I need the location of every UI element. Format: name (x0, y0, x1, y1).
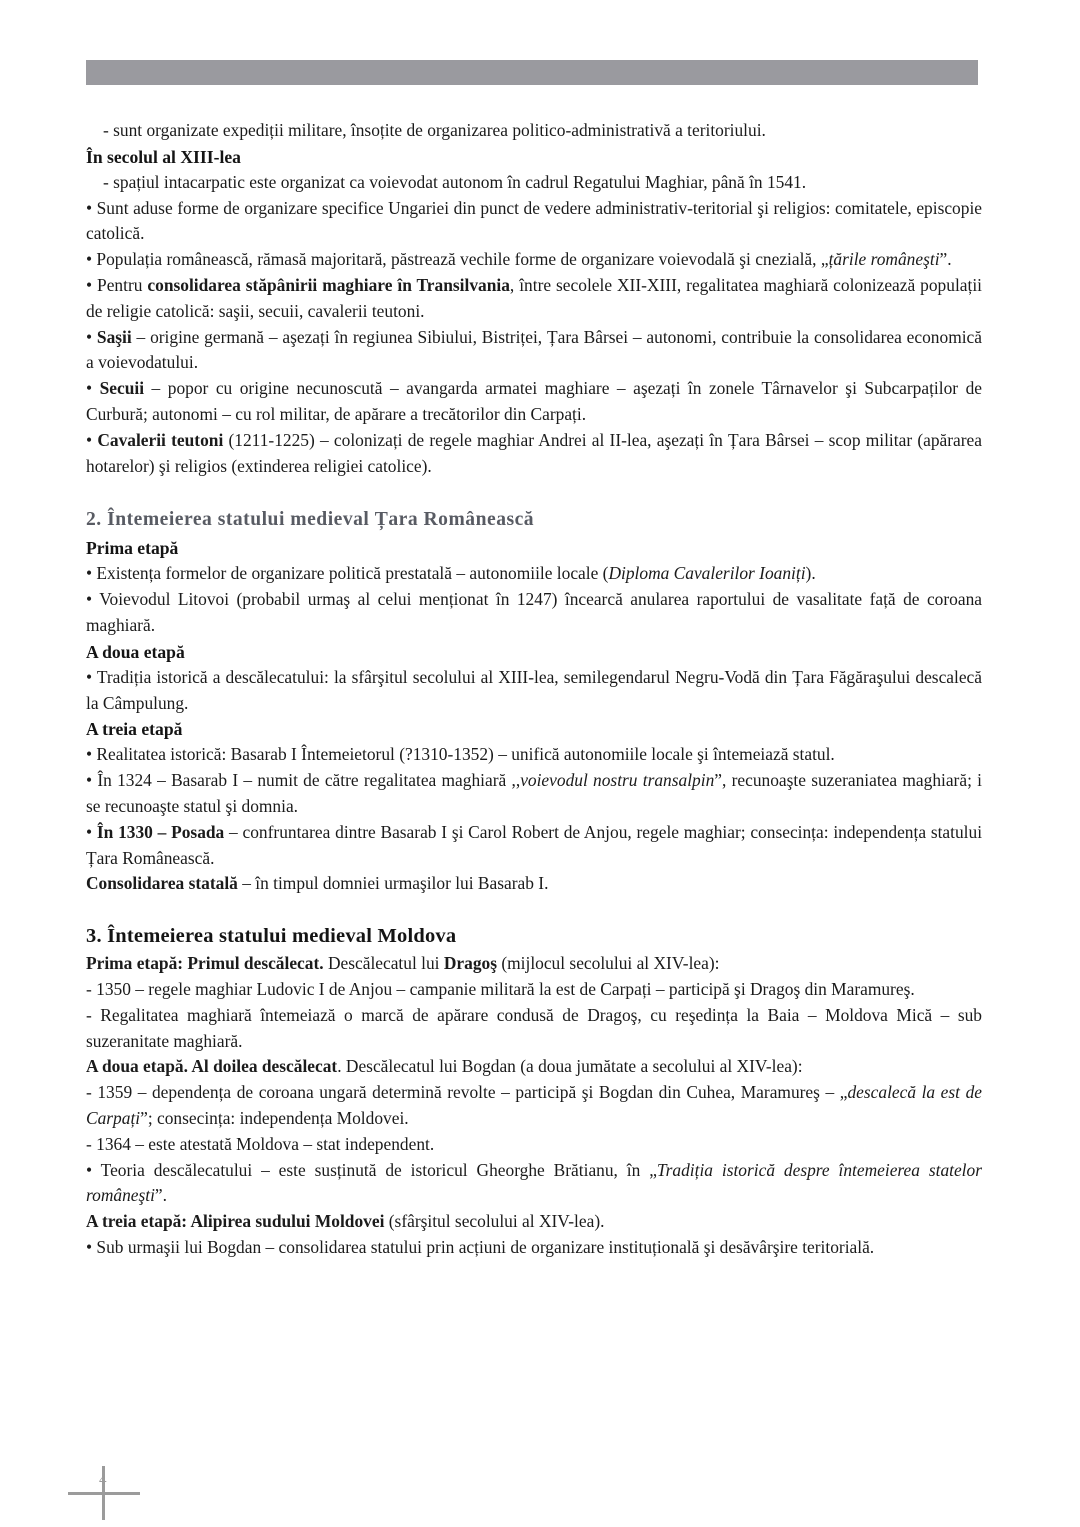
paragraph-text: • Realitatea istorică: Basarab I Întemeietorul (?1310-1352) – unifică autonomiile locale şi întemeiază statul. (86, 744, 835, 765)
paragraph-text: - 1350 – regele maghiar Ludovic I de Anjou – campanie militară la est de Carpați – participă şi Dragoş din Maramureş. (86, 978, 915, 999)
paragraph-expeditii (86, 118, 982, 144)
bullet-marker: • (86, 821, 97, 842)
paragraph-text-tail: ”. (154, 1185, 167, 1206)
paragraph-text: • Pentru (86, 274, 148, 295)
paragraph-text-tail: ). (805, 563, 816, 584)
paragraph-regalitatea-marca (86, 1003, 982, 1055)
heading-prima-etapa-tr (86, 535, 982, 561)
paragraph-a-doua-etapa-md (86, 1054, 982, 1080)
heading-secolul-xiii (86, 144, 982, 170)
paragraph-text: • În 1324 – Basarab I – numit de către regalitatea maghiară ,, (86, 770, 521, 791)
paragraph-1350 (86, 977, 982, 1003)
bold-a-treia-etapa-alipirea: A treia etapă: Alipirea sudului Moldovei (86, 1211, 385, 1232)
paragraph-realitatea-istorica (86, 742, 982, 768)
italic-traditia-istorica: Tradiția istorică despre întemeierea statelor româneşti (86, 1159, 982, 1206)
paragraph-text-tail: , între secolele XII-XIII, regalitatea maghiară colonizează populații de religie catolică: saşii, secuii, cavalerii teutoni. (86, 274, 982, 321)
bullet-marker: • (86, 326, 97, 347)
paragraph-existenta-formelor (86, 561, 982, 587)
paragraph-text: • Existența formelor de organizare politică prestatală – autonomiile locale ( (86, 563, 609, 584)
paragraph-1364 (86, 1132, 982, 1158)
italic-tarile-romanesti: țările româneşti (828, 249, 940, 270)
section-spacer (86, 479, 982, 505)
bold-sasii: Saşii (96, 326, 132, 347)
paragraph-text-tail: ”; consecința: independența Moldovei. (140, 1107, 409, 1128)
paragraph-text-tail: – confruntarea dintre Basarab I şi Carol Robert de Anjou, regele maghiar; consecința: independența statului Țara Românească. (86, 821, 983, 868)
italic-voievodul-transalpin: voievodul nostru transalpin (520, 770, 715, 791)
paragraph-text: • Teoria descălecatului – este susținută de istoricul Gheorghe Brătianu, în „ (86, 1159, 657, 1180)
bold-a-doua-etapa-al-doilea-descalecat: A doua etapă. Al doilea descălecat (86, 1056, 338, 1077)
paragraph-text: • Voievodul Litovoi (probabil urmaş al celui menționat în 1247) încearcă anularea raportului de vasalitate față de coroana maghiară. (86, 589, 982, 635)
paragraph-populatia-romaneasca (86, 247, 982, 273)
heading-text: A doua etapă (86, 641, 185, 662)
paragraph-text-tail: ”. (939, 249, 952, 270)
paragraph-text-tail: (sfârşitul secolului al XIV-lea). (384, 1211, 605, 1232)
heading-section-2 (86, 505, 982, 535)
bold-dragos: Dragoş (443, 953, 497, 974)
paragraph-text-tail: – origine germană – aşezați în regiunea Sibiului, Bistriței, Țara Bârsei – autonomi, contribuie la consolidarea economică a voievodatului. (86, 326, 982, 373)
paragraph-text-tail: . Descălecatul lui Bogdan (a doua jumătate a secolului al XIV-lea): (337, 1056, 803, 1077)
heading-a-treia-etapa-tr (86, 716, 982, 742)
bold-cavalerii-teutoni: Cavalerii teutoni (97, 429, 224, 450)
page-number: 4 (99, 1472, 107, 1488)
bold-consolidarea-stapanirii: consolidarea stăpânirii maghiare în Transilvania (147, 274, 510, 295)
paragraph-secuii (86, 376, 982, 428)
heading-text: A treia etapă (86, 719, 183, 740)
paragraph-text-tail: – popor cu origine necunoscută – avangarda armatei maghiare – aşezați în zonele Târnavelor şi Subcarpaților de Curbură; autonomi – cu rol militar, de apărare a trecătorilor din Carpați. (86, 378, 982, 424)
page-content (86, 118, 982, 1261)
section-spacer-2 (86, 897, 982, 921)
paragraph-text-tail: (1211-1225) – colonizați de regele maghiar Andrei al II-lea, aşezați în Țara Bârsei – scop militar (apărarea hotarelor) şi religios (extinderea religiei catolice). (86, 429, 982, 476)
paragraph-spatiul-intracarpatic (86, 170, 982, 196)
paragraph-voievodul-litovoi (86, 587, 982, 639)
paragraph-text-tail: (mijlocul secolului al XIV-lea): (496, 953, 720, 974)
paragraph-sub-urmasii-bogdan (86, 1235, 982, 1261)
italic-descaleca-la-est: descalecă la est de Carpați (86, 1082, 982, 1128)
heading-section-3 (86, 921, 982, 951)
heading-a-doua-etapa-tr (86, 639, 982, 665)
paragraph-in-1330-posada (86, 820, 982, 872)
paragraph-forme-organizare (86, 196, 982, 248)
heading-text: 3. Întemeierea statului medieval Moldova (86, 925, 457, 948)
paragraph-teoria-descalecatului (86, 1158, 982, 1210)
paragraph-text: • Tradiția istorică a descălecatului: la sfârşitul secolului al XIII-lea, semilegendarul Negru-Vodă din Țara Făgăraşului descalecă la Câmpulung. (86, 666, 982, 713)
paragraph-cavalerii-teutoni (86, 428, 982, 480)
bullet-marker: • (86, 378, 100, 399)
paragraph-text: - Regalitatea maghiară întemeiază o marcă de apărare condusă de Dragoş, cu reşedința la Baia – Moldova Mică – sub suzeranitate maghiară. (86, 1004, 982, 1051)
paragraph-consolidarea-statala (86, 871, 982, 897)
bold-in-1330-posada: În 1330 – Posada (96, 821, 225, 842)
bold-consolidarea-statala: Consolidarea statală (86, 873, 238, 894)
paragraph-text-tail: ”, recunoaşte suzeraniatea maghiară; i se recunoaşte statul şi domnia. (86, 770, 982, 816)
bold-prima-etapa-primul-descalecat: Prima etapă: Primul descălecat. (86, 953, 324, 974)
paragraph-text: - sunt organizate expediții militare, însoțite de organizarea politico-administrativă a teritoriului. (103, 120, 766, 140)
paragraph-consolidarea-stapanirii (86, 273, 982, 325)
paragraph-text: • Sub urmaşii lui Bogdan – consolidarea statului prin acțiuni de organizare instituțională şi desăvârşire teritorială. (86, 1236, 875, 1257)
paragraph-text-tail: – în timpul domniei urmaşilor lui Basarab I. (237, 873, 549, 894)
italic-diploma-cavalerilor: Diploma Cavalerilor Ioaniți (608, 563, 806, 584)
heading-text: 2. Întemeierea statului medieval Țara Românească (86, 509, 535, 531)
paragraph-prima-etapa-md (86, 951, 982, 977)
bullet-marker: • (86, 429, 98, 450)
heading-text: În secolul al XIII-lea (86, 146, 241, 167)
paragraph-text: - spațiul intacarpatic este organizat ca voievodat autonom în cadrul Regatului Maghiar, până în 1541. (103, 171, 807, 192)
paragraph-in-1324 (86, 768, 982, 820)
heading-text: Prima etapă (86, 538, 179, 559)
paragraph-text: - 1359 – dependența de coroana ungară determină revolte – participă şi Bogdan din Cuhea, Maramureş – „ (86, 1082, 848, 1103)
paragraph-traditia-istorica (86, 665, 982, 717)
paragraph-text: • Populația românească, rămasă majoritară, păstrează vechile forme de organizare voievodală şi cnezială, „ (86, 249, 829, 270)
header-band (86, 60, 978, 85)
paragraph-1359 (86, 1080, 982, 1132)
paragraph-a-treia-etapa-md (86, 1209, 982, 1235)
paragraph-sasii (86, 325, 982, 377)
bold-secuii: Secuii (99, 378, 145, 399)
crop-mark-horizontal (68, 1492, 140, 1495)
paragraph-text: - 1364 – este atestată Moldova – stat independent. (86, 1133, 435, 1154)
paragraph-text: Descălecatul lui (323, 953, 444, 974)
paragraph-text: • Sunt aduse forme de organizare specifice Ungariei din punct de vedere administrativ-teritorial şi religios: comitatele, episcopie catolică. (86, 197, 982, 244)
